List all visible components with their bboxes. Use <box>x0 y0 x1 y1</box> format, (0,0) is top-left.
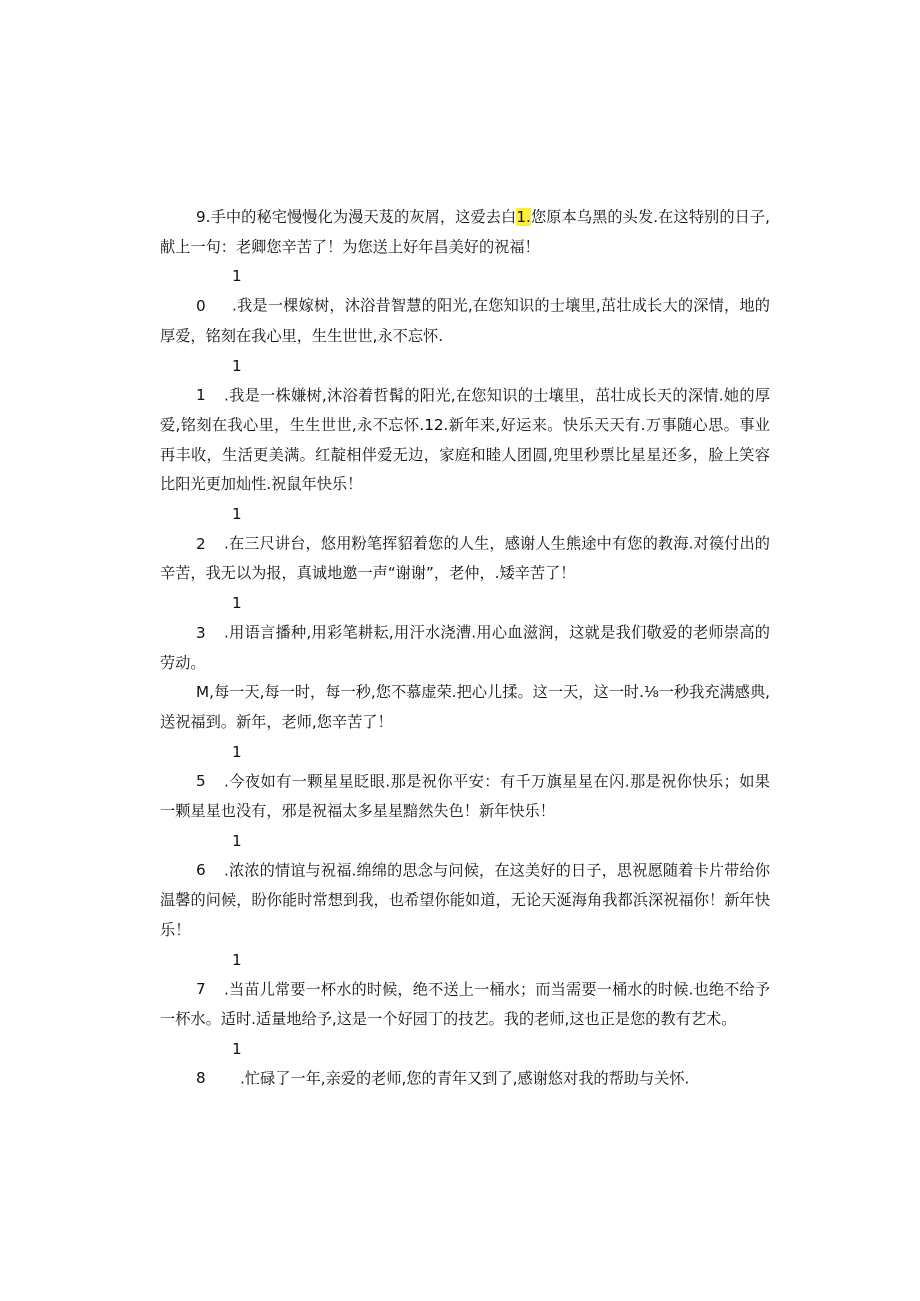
paragraph-16 <box>160 827 770 946</box>
paragraph-text: .用语言播种,用彩笔耕耘,用汗水浇漕.用心血滋润，这就是我们敬爱的老师崇高的劳动。 <box>160 623 770 672</box>
paragraph-9-text-end: 您原本乌黑的头发.在这特别的日子,献上一句：老卿您辛苦了！为您送上好年昌美好的祝福！ <box>160 208 771 256</box>
paragraph-15 <box>160 738 770 827</box>
paragraph-18 <box>160 1035 770 1094</box>
paragraph-text: .我是一棵嫁树，沐浴昔智慧的阳光,在您知识的士壤里,茁壮成长大的深情，地的厚爱，铭刻在我心里，生生世世,永不忘怀. <box>160 297 770 345</box>
paragraph-11 <box>160 352 770 501</box>
paragraph-text: .在三尺讲台，悠用粉笔挥貂着您的人生，感谢人生熊途中有您的教海.对篌付出的辛苦，我无以为报，真诚地邀一声“谢谢”，老仲，.矮辛苦了！ <box>160 534 770 583</box>
paragraph-number: 11 <box>196 356 242 405</box>
paragraph-13 <box>160 589 770 678</box>
paragraph-text: .浓浓的情谊与祝福.绵绵的思念与问候，在这美好的日子，思祝愿随着卡片带给你温馨的问候，盼你能时常想到我，也希望你能如道，无论天涎海角我都浜深祝福你！新年快乐！ <box>160 861 770 939</box>
paragraph-number: 15 <box>196 742 242 791</box>
paragraph-text: .当苗儿常要一杯水的时候，绝不送上一桶水；而当需要一桶水的时候.也绝不给予一杯水。适时.适量地给予,这是一个好园丁的技艺。我的老师,这也正是您的教有艺术。 <box>160 980 770 1028</box>
paragraph-number: 12 <box>196 505 242 553</box>
paragraph-number: 17 <box>196 950 242 999</box>
paragraph-14 <box>160 678 770 737</box>
paragraph-number: 16 <box>196 831 242 880</box>
paragraph-text: .我是一株嫌树,沐浴着哲髯的阳光,在您知识的士壤里，茁壮成长天的深情.她的厚爱,铭刻在我心里，生生世世,永不忘怀.12.新年来,好运来。快乐天天有.万事随心思。事业再丰收，生活更美满。红靛相伴爱无边，家庭和睦人团圆,兜里秒票比星星还多，脸上笑容比阳光更加灿性.祝鼠年快乐！ <box>160 386 770 494</box>
paragraph-text: M,每一天,每一时，每一秒,您不慕虚荣.把心儿揉。这一天，这一时.⅛一秒我充满感典,送祝福到。新年，老师,您辛苦了！ <box>160 683 770 731</box>
paragraph-10 <box>160 262 770 351</box>
paragraph-9 <box>160 203 770 262</box>
highlighted-text: 1. <box>516 208 531 226</box>
document-body <box>160 203 770 1094</box>
paragraph-text: .今夜如有一颗星星眨眼.那是祝你平安：有千万旗星星在闪.那是祝你快乐；如果一颗星星也没有，邪是祝福太多星星黯然失色！新年快乐！ <box>160 772 770 821</box>
paragraph-9-text-start: 9.手中的秘宅慢慢化为漫天芨的灰屑，这爱去白 <box>196 208 517 226</box>
paragraph-text: .忙碌了一年,亲爱的老师,您的青年又到了,感谢悠对我的帮助与关怀. <box>240 1069 690 1088</box>
paragraph-12 <box>160 500 770 589</box>
paragraph-number: 13 <box>196 594 242 642</box>
paragraph-17 <box>160 946 770 1035</box>
paragraph-number: 10 <box>196 267 242 316</box>
paragraph-number: 18 <box>196 1039 242 1088</box>
